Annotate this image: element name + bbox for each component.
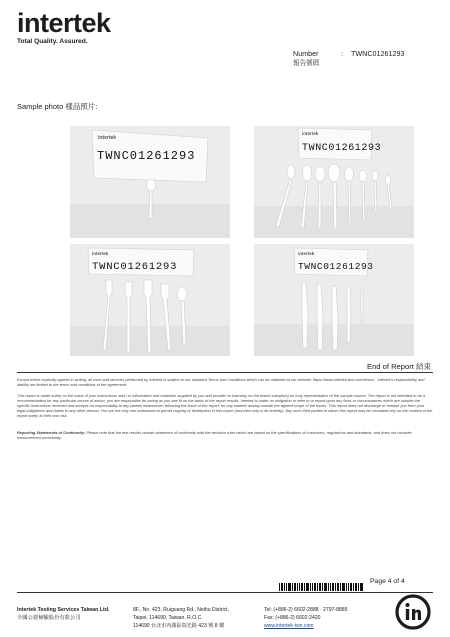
report-number-label: Number	[293, 49, 319, 58]
footer-website-link[interactable]: www.intertek-twn.com	[264, 623, 314, 629]
footer-address-line-3: 114690 台北市內湖區瑞光路 423 號 8 樓	[133, 623, 225, 629]
footer-contact	[264, 606, 347, 630]
footer-company	[17, 606, 110, 622]
footer-fax: Fax: (+886-2) 6602-2420	[264, 615, 321, 621]
footer-address	[133, 606, 229, 630]
divider-rule	[17, 372, 433, 373]
photo-tag-brand: intertek	[302, 131, 319, 136]
intertek-logo	[17, 10, 111, 45]
report-number-block	[293, 49, 405, 69]
end-of-report: End of Report 結束	[367, 362, 432, 371]
brand-wordmark: intertek	[17, 8, 111, 38]
disclaimer-conformity-text: Please note that the test results contain statement of conformity with the decision rules which are based on the specifications of customers, regulations and standards, and does not consider measurement uncertainty.	[17, 430, 412, 441]
photo-tag-id: TWNC01261293	[298, 261, 374, 272]
disclaimer-conformity	[17, 430, 433, 440]
intertek-in-logo-icon	[393, 592, 433, 632]
photo-tag-id: TWNC01261293	[92, 261, 178, 273]
sample-photo-3	[70, 244, 230, 356]
footer-company-zh: 全國公證檢驗股份有限公司	[17, 615, 81, 621]
report-number-colon: :	[341, 49, 343, 58]
photo-tag-brand: intertek	[98, 135, 117, 141]
sample-photo-4	[254, 244, 414, 356]
footer-address-line-1: 8F., No. 423, Ruiguang Rd., Neihu District,	[133, 607, 229, 613]
disclaimer-terms: Except where explicitly agreed in writing, all work and services performed by Intertek is subject to our standard Terms and Conditions which can be obtained at our website: https://www.intertek-twn.com/terms/ . Intertek's responsibility and liability are limited to the terms and conditions of the agreement.	[17, 377, 425, 388]
footer-rule	[17, 592, 433, 593]
disclaimer-report-basis: This report is made solely on the basis of your instructions and / or information and materials supplied by you and provide no warranty on the tested sample(s) be truly representative of the sample source. The report is not intended to be a recommendation for any particular course of action, you are responsible for acting as you see fit on the basis of the report results. Intertek is under no obligation to refer to or report upon any facts or circumstances which are outside the specific instructions received and accepts no responsibility to any parties whatsoever, following the issue of the report, for any matters arising outside the agreed scope of the works. This report does not discharge or release you from your legal obligations and duties to any other person. You are the only one authorized to permit copying or distribution of this report (and then only in its entirety). Any such third parties to whom this report may be circulated rely on the content of the report solely at their own risk.	[17, 393, 433, 419]
photo-tag-id: TWNC01261293	[97, 149, 196, 163]
footer-company-en: Intertek Testing Services Taiwan Ltd.	[17, 607, 110, 613]
barcode-icon	[279, 578, 363, 586]
sample-photo-2	[254, 126, 414, 238]
footer-tel: Tel: (+886-2) 6602-2888 · 2797-8885	[264, 607, 348, 613]
photo-tag-brand: intertek	[92, 251, 109, 256]
report-number-label-zh: 報告號碼	[293, 60, 320, 67]
photo-tag-brand: intertek	[298, 251, 315, 256]
sample-photo-1	[70, 126, 230, 238]
sample-photo-label: Sample photo 樣品照片:	[17, 102, 98, 111]
brand-tagline: Total Quality. Assured.	[17, 38, 88, 45]
footer-address-line-2: Taipei, 114690, Taiwan, R.O.C.	[133, 615, 203, 621]
disclaimer-conformity-heading: Reporting Statements of Conformity:	[17, 430, 86, 435]
page-indicator: Page 4 of 4	[370, 578, 405, 585]
report-number-value: TWNC01261293	[351, 49, 405, 58]
photo-tag-id: TWNC01261293	[302, 143, 382, 154]
